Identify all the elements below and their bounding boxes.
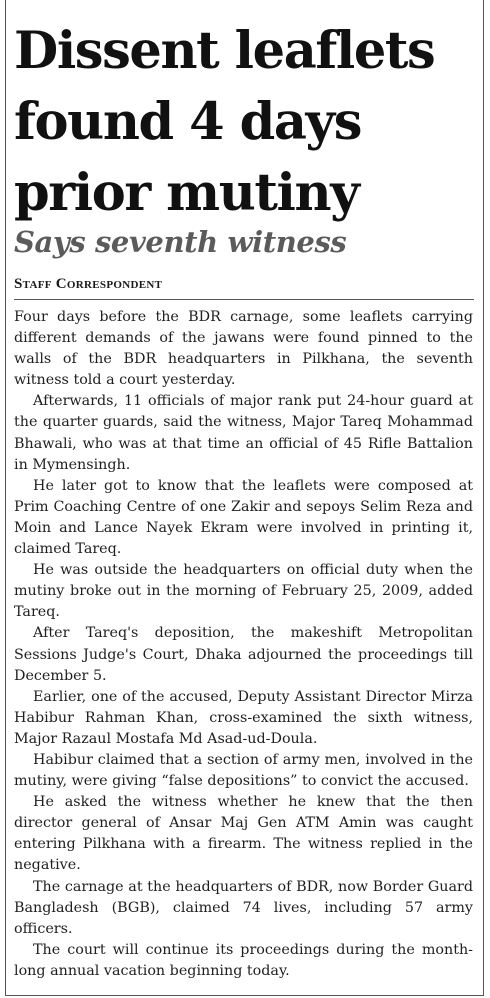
paragraph: He later got to know that the leaflets were composed at Prim Coaching Centre of one Zakir and sepoys Selim Reza and Moin and Lance Nayek Ekram were involved in printing it, claimed Tareq.: [14, 477, 473, 558]
byline-divider: [14, 299, 474, 300]
headline: [14, 16, 484, 229]
paragraph: He asked the witness whether he knew that the then director general of Ansar Maj Gen ATM Amin was caught entering Pilkhana with a firearm. The witness replied in the negative.: [14, 794, 473, 874]
paragraph: The carnage at the headquarters of BDR, now Border Guard Bangladesh (BGB), claimed 74 lives, including 57 army officers.: [14, 878, 473, 937]
paragraph: Earlier, one of the accused, Deputy Assistant Director Mirza Habibur Rahman Khan, cross-examined the sixth witness, Major Razaul Mostafa Md Asad-ud-Doula.: [14, 688, 473, 747]
article-body: [14, 307, 473, 982]
byline: Staff Correspondent: [14, 276, 163, 292]
paragraph: He was outside the headquarters on official duty when the mutiny broke out in the morning of February 25, 2009, added Tareq.: [14, 562, 473, 621]
headline-line: prior mutiny: [14, 163, 359, 223]
headline-line: Dissent leaflets: [14, 21, 435, 81]
subheadline: Says seventh witness: [14, 225, 347, 259]
paragraph: Afterwards, 11 officials of major rank put 24-hour guard at the quarter guards, said the witness, Major Tareq Mohammad Bhawali, who was at that time an official of 45 Rifle Battalion in Mymensingh.: [14, 393, 473, 473]
headline-line: found 4 days: [14, 92, 362, 152]
paragraph: The court will continue its proceedings during the month-long annual vacation beginning today.: [14, 941, 473, 979]
paragraph: Habibur claimed that a section of army men, involved in the mutiny, were giving “false depositions” to convict the accused.: [14, 751, 473, 790]
paragraph: Four days before the BDR carnage, some leaflets carrying different demands of the jawans were found pinned to the walls of the BDR headquarters in Pilkhana, the seventh witness told a court yesterday.: [14, 309, 473, 389]
paragraph: After Tareq's deposition, the makeshift Metropolitan Sessions Judge's Court, Dhaka adjourned the proceedings till December 5.: [14, 625, 473, 684]
